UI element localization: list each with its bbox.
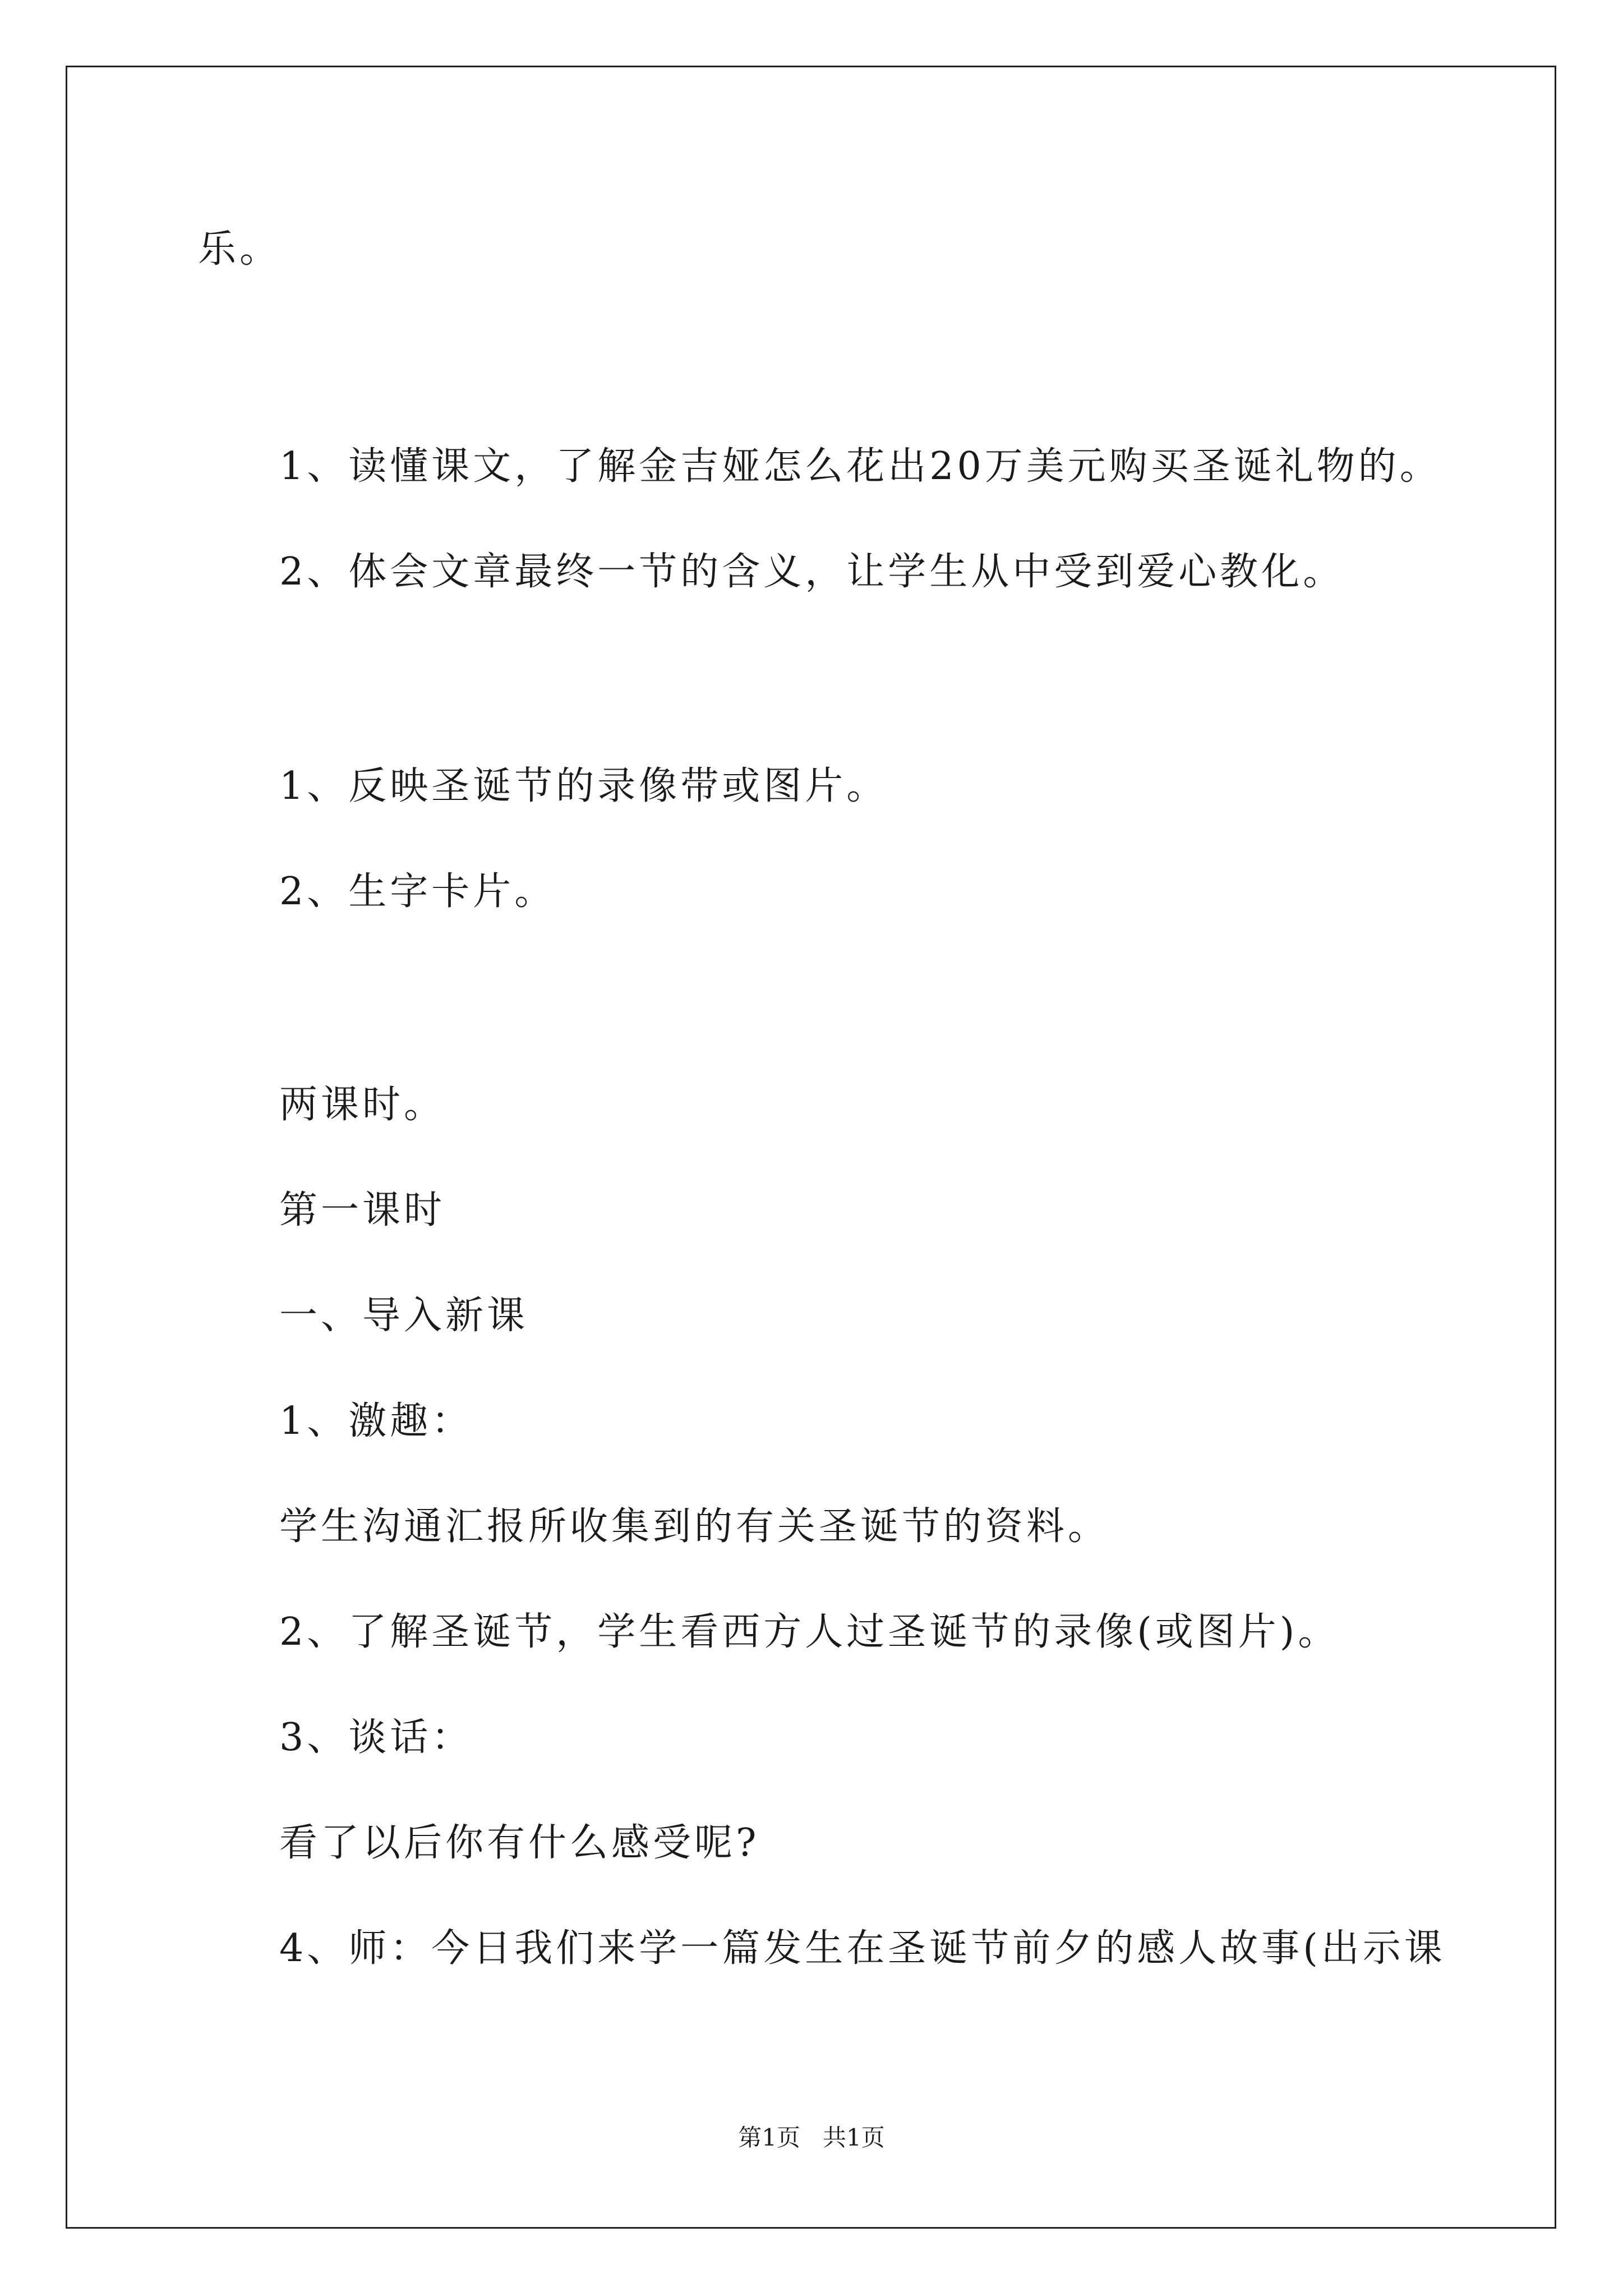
page-number-footer: 第1页 共1页 (738, 2124, 885, 2151)
paragraph-goal-1: 1、读懂课文，了解金吉娅怎么花出20万美元购买圣诞礼物的。 (279, 444, 1441, 489)
paragraph-goal-2: 2、体会文章最终一节的含义，让学生从中受到爱心教化。 (279, 550, 1345, 594)
paragraph-step-3-detail: 看了以后你有什么感受呢? (279, 1821, 760, 1865)
paragraph-step-3: 3、谈话： (279, 1715, 473, 1760)
paragraph-section-intro: 一、导入新课 (279, 1294, 529, 1338)
page-border (66, 66, 1556, 2229)
paragraph-prep-1: 1、反映圣诞节的录像带或图片。 (279, 764, 888, 808)
paragraph-step-1: 1、激趣： (279, 1399, 473, 1443)
paragraph-prep-2: 2、生字卡片。 (279, 869, 556, 914)
paragraph-continuation: 乐。 (198, 227, 282, 272)
paragraph-step-2: 2、了解圣诞节，学生看西方人过圣诞节的录像(或图片)。 (279, 1610, 1340, 1654)
paragraph-step-1-detail: 学生沟通汇报所收集到的有关圣诞节的资料。 (279, 1504, 1110, 1549)
paragraph-lesson-title: 第一课时 (279, 1188, 446, 1232)
paragraph-step-4: 4、师：今日我们来学一篇发生在圣诞节前夕的感人故事(出示课 (279, 1926, 1446, 1971)
paragraph-duration: 两课时。 (279, 1083, 446, 1127)
